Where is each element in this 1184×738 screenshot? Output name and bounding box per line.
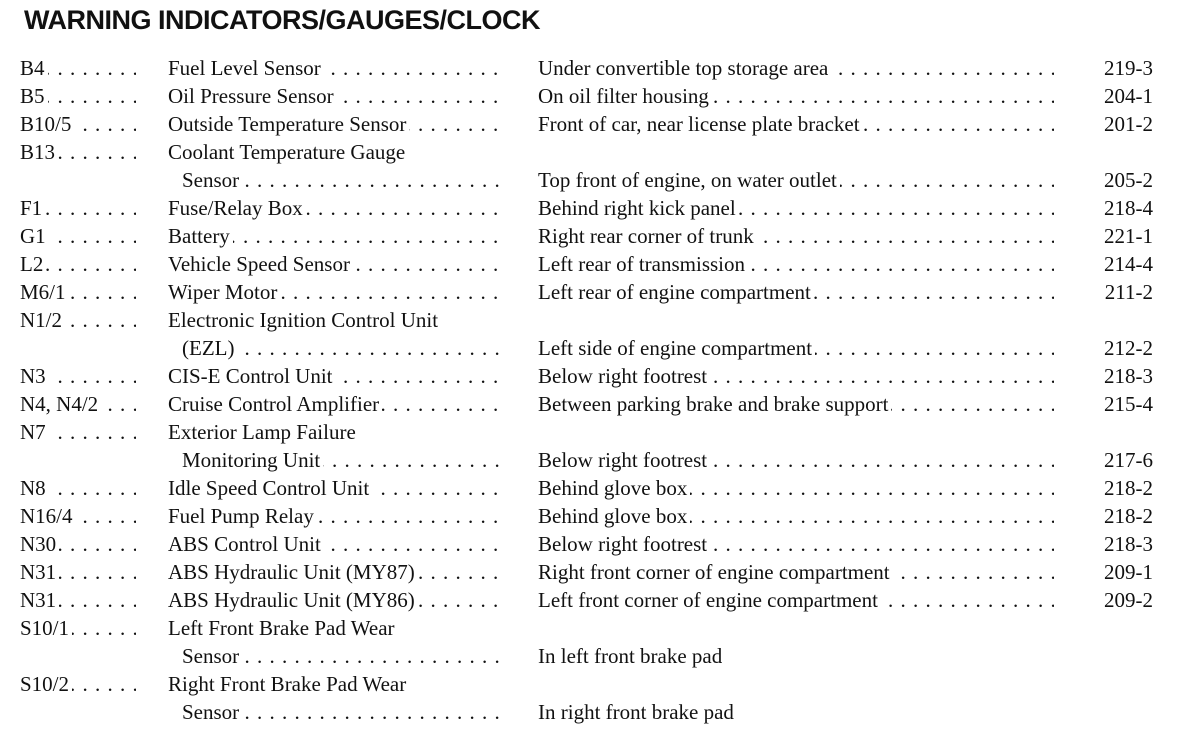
component-name: Battery . . . [168, 222, 502, 250]
table-row [0, 390, 1184, 418]
figure-reference: 218-2 [1082, 474, 1156, 502]
figure-reference: 219-3 [1082, 54, 1156, 82]
component-code: B5 . . . [20, 82, 136, 110]
component-location: Left rear of transmission . . . [538, 250, 1054, 278]
figure-reference: 211-2 [1082, 278, 1156, 306]
table-row [0, 418, 1184, 446]
component-name: Exterior Lamp Failure [168, 418, 502, 446]
component-location: Right rear corner of trunk . . . [538, 222, 1054, 250]
component-location: Behind right kick panel . . . [538, 194, 1054, 222]
page-title: WARNING INDICATORS/GAUGES/CLOCK [24, 5, 541, 35]
figure-reference: 215-4 [1082, 390, 1156, 418]
component-code: B10/5 . . . [20, 110, 136, 138]
component-code: N31 . . . [20, 558, 136, 586]
component-location: Below right footrest . . . [538, 530, 1054, 558]
component-code: N4, N4/2 . . . [20, 390, 136, 418]
table-row [0, 278, 1184, 306]
component-name: Vehicle Speed Sensor . . . [168, 250, 502, 278]
figure-reference: 204-1 [1082, 82, 1156, 110]
component-location: Between parking brake and brake support . . . [538, 390, 1054, 418]
table-row [0, 138, 1184, 166]
component-location: In right front brake pad [538, 698, 1054, 726]
component-code: B13 . . . [20, 138, 136, 166]
component-location: Under convertible top storage area . . . [538, 54, 1054, 82]
component-code: S10/2 . . . [20, 670, 136, 698]
component-name: Monitoring Unit . . . [182, 446, 502, 474]
table-row [0, 502, 1184, 530]
table-row [0, 110, 1184, 138]
component-code: N16/4 . . . [20, 502, 136, 530]
figure-reference: 221-1 [1082, 222, 1156, 250]
table-row [0, 306, 1184, 334]
component-name: Sensor . . . [182, 166, 502, 194]
table-row [0, 222, 1184, 250]
component-location: On oil filter housing . . . [538, 82, 1054, 110]
component-name: Sensor . . . [182, 642, 502, 670]
figure-reference: 214-4 [1082, 250, 1156, 278]
component-name: Sensor . . . [182, 698, 502, 726]
component-name: Oil Pressure Sensor . . . [168, 82, 502, 110]
figure-reference: 201-2 [1082, 110, 1156, 138]
component-code: N7 . . . [20, 418, 136, 446]
table-row [0, 530, 1184, 558]
component-code: M6/1 . . . [20, 278, 136, 306]
figure-reference: 209-1 [1082, 558, 1156, 586]
component-code: N8 . . . [20, 474, 136, 502]
table-row [0, 54, 1184, 82]
table-row [0, 334, 1184, 362]
component-code: G1 . . . [20, 222, 136, 250]
component-name: Fuel Level Sensor . . . [168, 54, 502, 82]
component-code: L2 . . . [20, 250, 136, 278]
component-code: S10/1 . . . [20, 614, 136, 642]
component-location: Left front corner of engine compartment . . . [538, 586, 1054, 614]
table-row [0, 614, 1184, 642]
table-row [0, 558, 1184, 586]
table-row [0, 670, 1184, 698]
figure-reference: 218-3 [1082, 362, 1156, 390]
component-name: ABS Hydraulic Unit (MY87) . . . [168, 558, 502, 586]
component-location: In left front brake pad [538, 642, 1054, 670]
component-name: ABS Control Unit . . . [168, 530, 502, 558]
figure-reference: 217-6 [1082, 446, 1156, 474]
component-location: Behind glove box . . . [538, 474, 1054, 502]
component-location: Below right footrest . . . [538, 446, 1054, 474]
component-name: Fuse/Relay Box . . . [168, 194, 502, 222]
table-row [0, 250, 1184, 278]
component-name: Wiper Motor . . . [168, 278, 502, 306]
figure-reference: 218-2 [1082, 502, 1156, 530]
component-code: B4 . . . [20, 54, 136, 82]
component-location: Right front corner of engine compartment . . . [538, 558, 1054, 586]
table-row [0, 642, 1184, 670]
component-name: (EZL) . . . [182, 334, 502, 362]
component-code: N1/2 . . . [20, 306, 136, 334]
component-location: Below right footrest . . . [538, 362, 1054, 390]
component-location: Front of car, near license plate bracket . . . [538, 110, 1054, 138]
component-location: Left rear of engine compartment . . . [538, 278, 1054, 306]
table-row [0, 586, 1184, 614]
table-row [0, 698, 1184, 726]
component-code: N31 . . . [20, 586, 136, 614]
component-name: CIS-E Control Unit . . . [168, 362, 502, 390]
figure-reference: 218-4 [1082, 194, 1156, 222]
component-name: Cruise Control Amplifier . . . [168, 390, 502, 418]
table-row [0, 362, 1184, 390]
component-name: ABS Hydraulic Unit (MY86) . . . [168, 586, 502, 614]
figure-reference: 205-2 [1082, 166, 1156, 194]
component-name: Coolant Temperature Gauge [168, 138, 502, 166]
table-row [0, 82, 1184, 110]
component-location-list [0, 54, 1184, 726]
figure-reference: 209-2 [1082, 586, 1156, 614]
component-name: Idle Speed Control Unit . . . [168, 474, 502, 502]
table-row [0, 194, 1184, 222]
component-code: N30 . . . [20, 530, 136, 558]
table-row [0, 446, 1184, 474]
figure-reference: 212-2 [1082, 334, 1156, 362]
component-name: Left Front Brake Pad Wear [168, 614, 502, 642]
component-location: Left side of engine compartment . . . [538, 334, 1054, 362]
component-code: N3 . . . [20, 362, 136, 390]
component-name: Fuel Pump Relay . . . [168, 502, 502, 530]
component-name: Right Front Brake Pad Wear [168, 670, 502, 698]
table-row [0, 474, 1184, 502]
component-code: F1 . . . [20, 194, 136, 222]
table-row [0, 166, 1184, 194]
component-name: Outside Temperature Sensor . . . [168, 110, 502, 138]
figure-reference: 218-3 [1082, 530, 1156, 558]
component-location: Behind glove box . . . [538, 502, 1054, 530]
component-location: Top front of engine, on water outlet . . . [538, 166, 1054, 194]
component-name: Electronic Ignition Control Unit [168, 306, 502, 334]
